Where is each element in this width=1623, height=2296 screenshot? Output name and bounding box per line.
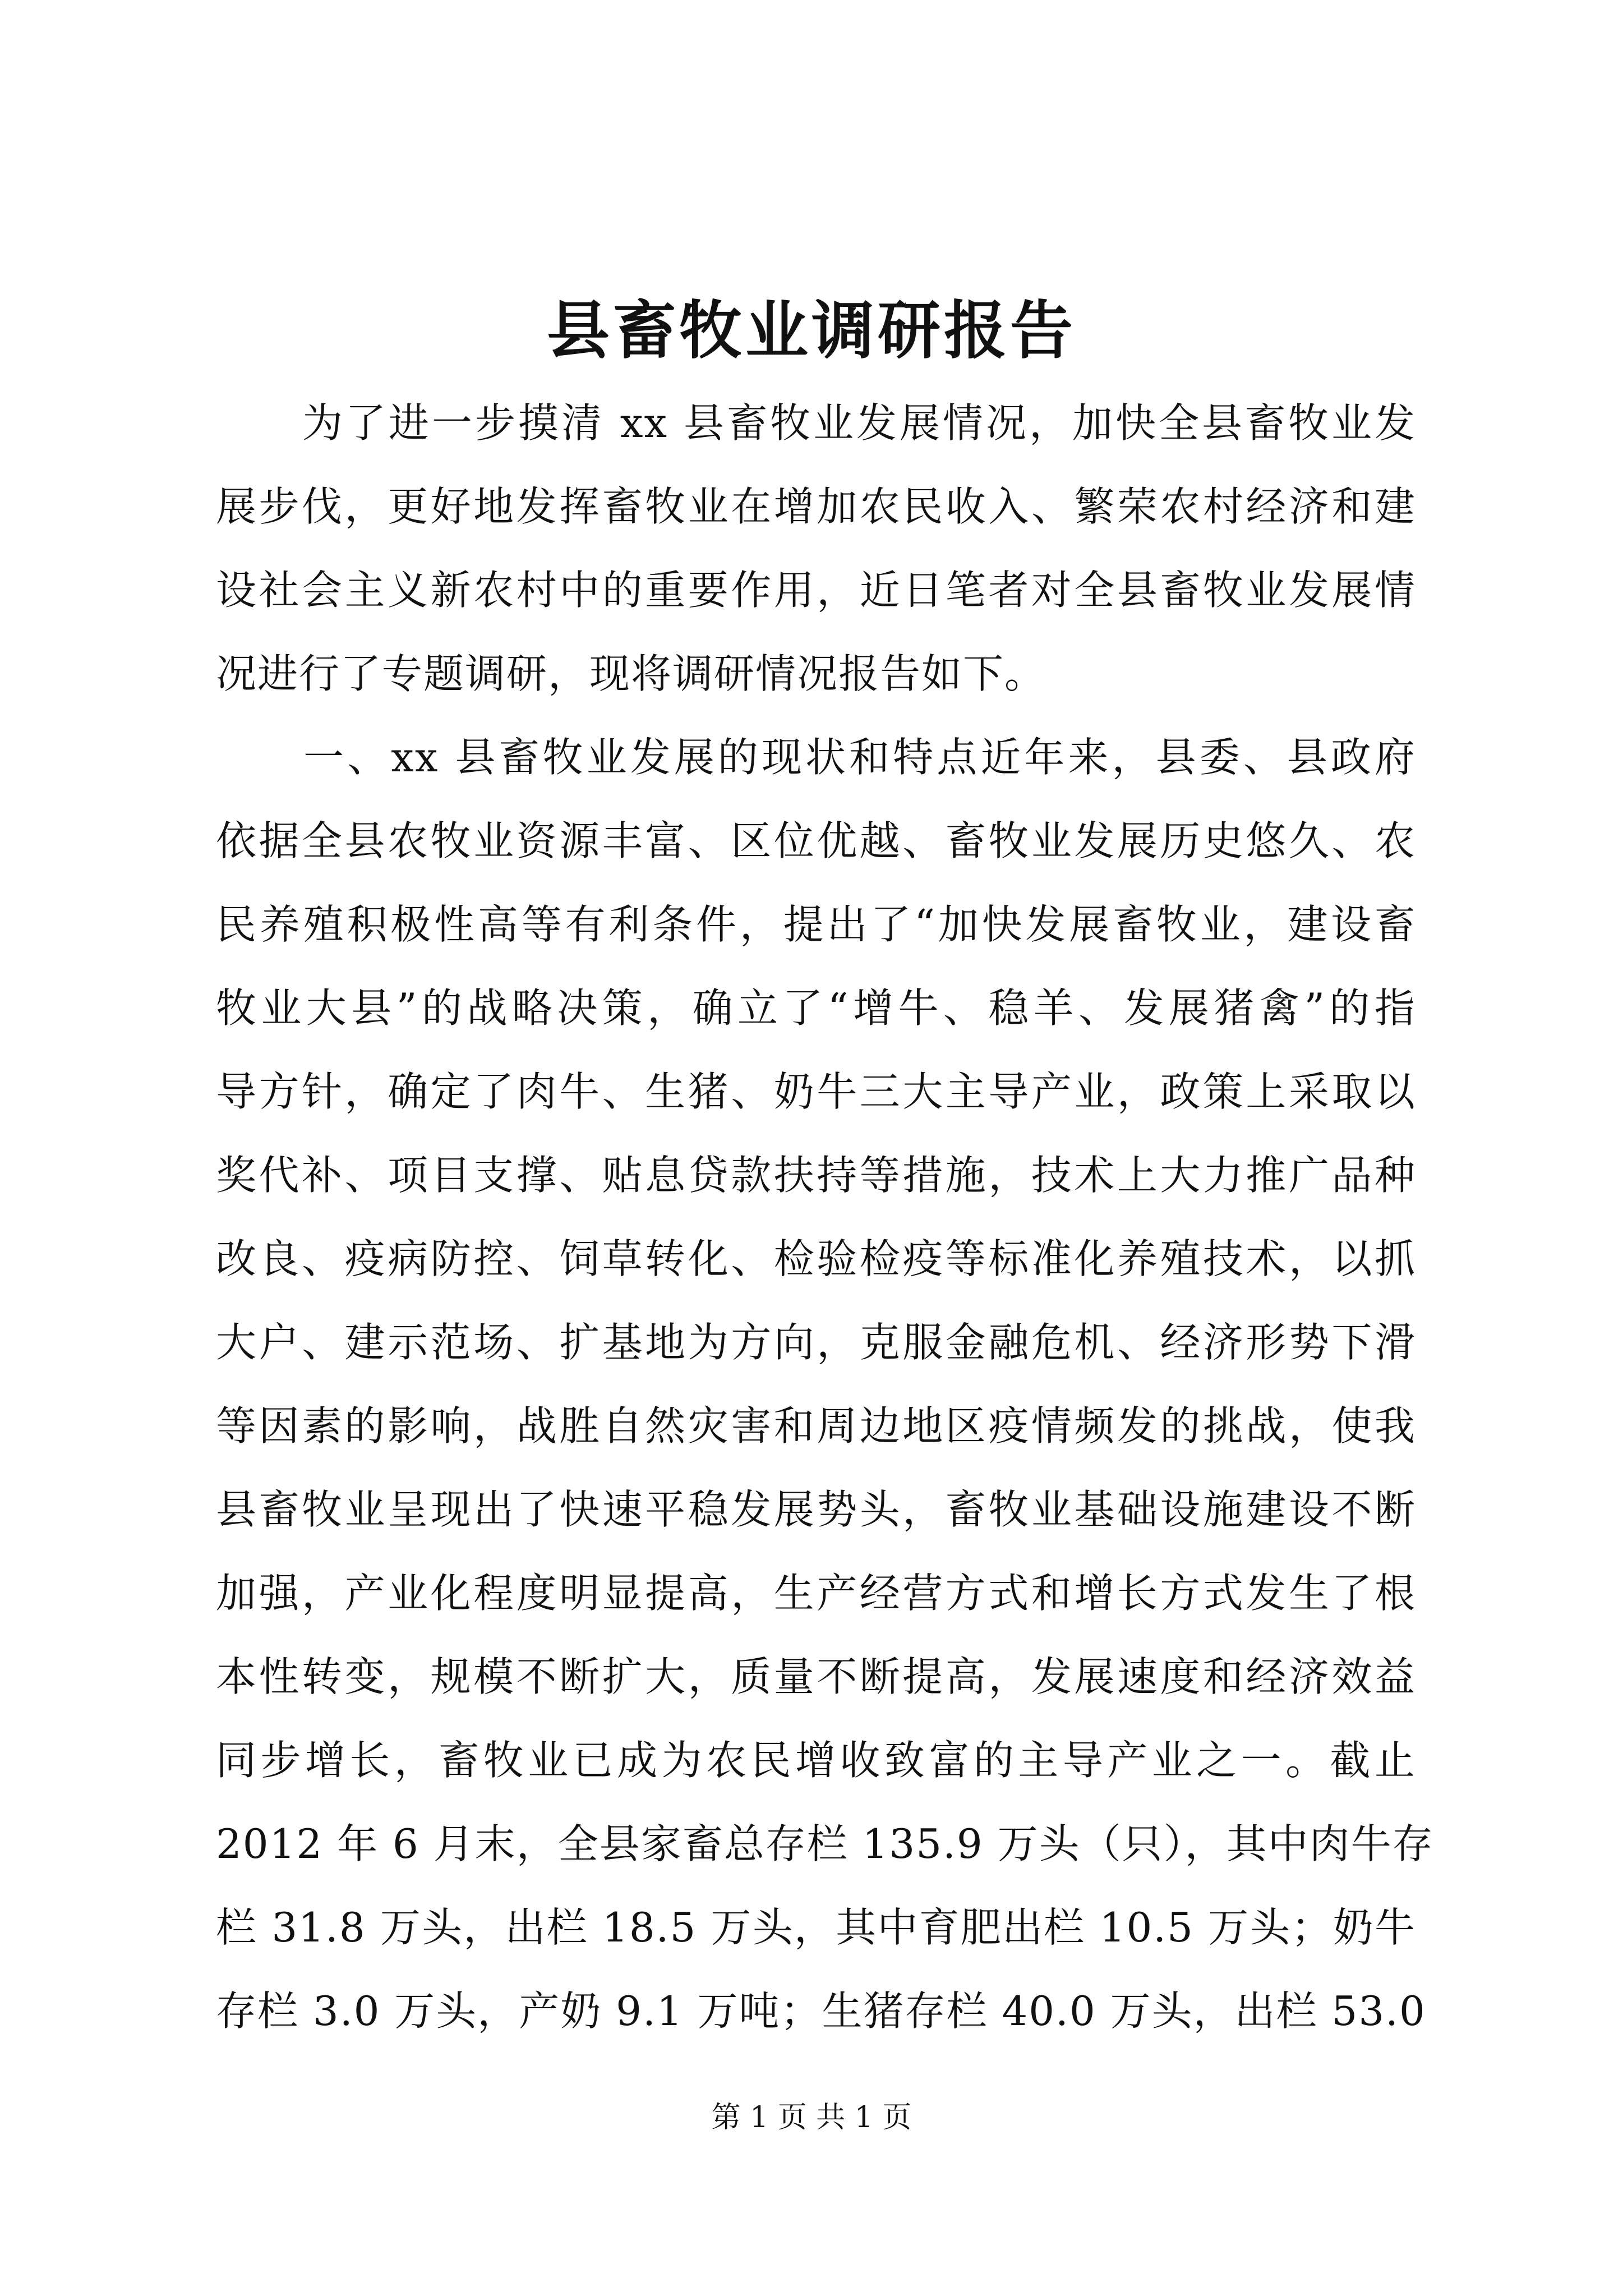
body-line: 栏 31.8 万头，出栏 18.5 万头，其中育肥出栏 10.5 万头；奶牛 (216, 1904, 1416, 1951)
document-body (216, 381, 1434, 2053)
page-footer: 第 1 页 共 1 页 (711, 2101, 912, 2134)
body-line: 设社会主义新农村中的重要作用，近日笔者对全县畜牧业发展情 (216, 567, 1416, 614)
body-line: 展步伐，更好地发挥畜牧业在增加农民收入、繁荣农村经济和建 (216, 483, 1416, 530)
body-line: 同步增长，畜牧业已成为农民增收致富的主导产业之一。截止 (216, 1737, 1416, 1784)
body-line: 民养殖积极性高等有利条件，提出了“加快发展畜牧业，建设畜 (216, 901, 1416, 948)
body-line: 改良、疫病防控、饲草转化、检验检疫等标准化养殖技术，以抓 (216, 1235, 1416, 1282)
body-line: 况进行了专题调研，现将调研情况报告如下。 (216, 650, 1046, 697)
body-line: 导方针，确定了肉牛、生猪、奶牛三大主导产业，政策上采取以 (216, 1068, 1416, 1115)
body-line: 一、xx 县畜牧业发展的现状和特点近年来，县委、县政府 (216, 734, 1416, 781)
body-line: 为了进一步摸清 xx 县畜牧业发展情况，加快全县畜牧业发 (216, 399, 1416, 447)
body-line: 依据全县农牧业资源丰富、区位优越、畜牧业发展历史悠久、农 (216, 817, 1416, 864)
body-line: 大户、建示范场、扩基地为方向，克服金融危机、经济形势下滑 (216, 1319, 1416, 1366)
body-line: 加强，产业化程度明显提高，生产经营方式和增长方式发生了根 (216, 1570, 1416, 1617)
body-line: 等因素的影响，战胜自然灾害和周边地区疫情频发的挑战，使我 (216, 1402, 1416, 1450)
body-line: 本性转变，规模不断扩大，质量不断提高，发展速度和经济效益 (216, 1653, 1416, 1700)
body-line: 牧业大县”的战略决策，确立了“增牛、稳羊、发展猪禽”的指 (216, 984, 1416, 1032)
body-line: 县畜牧业呈现出了快速平稳发展势头，畜牧业基础设施建设不断 (216, 1486, 1416, 1533)
document-title: 县畜牧业调研报告 (547, 294, 1076, 367)
body-line: 2012 年 6 月末，全县家畜总存栏 135.9 万头（只），其中肉牛存 (216, 1820, 1434, 1867)
body-line: 存栏 3.0 万头，产奶 9.1 万吨；生猪存栏 40.0 万头，出栏 53.0 (216, 1987, 1426, 2035)
body-line: 奖代补、项目支撑、贴息贷款扶持等措施，技术上大力推广品种 (216, 1152, 1416, 1199)
